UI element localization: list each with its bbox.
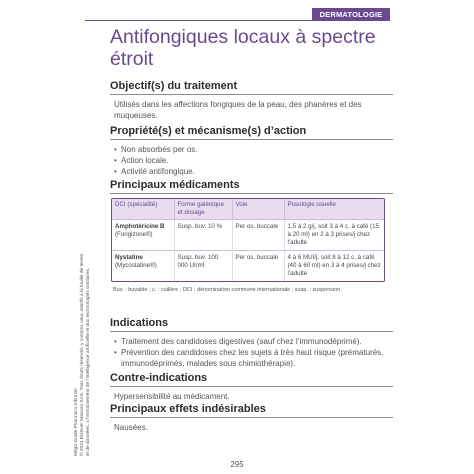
indications-list [110, 336, 393, 369]
cell-voie: Per os, buccale [232, 251, 284, 282]
section-indications [110, 317, 393, 369]
cell-dci [112, 220, 174, 251]
section-objectif [110, 80, 393, 121]
drug-name: Nystatine [115, 254, 143, 261]
table-row [112, 220, 384, 251]
column-header-dci: DCI (spécialité) [112, 199, 174, 220]
section-heading-contre-indications: Contre-indications [110, 372, 393, 387]
copyright-line: et de données, à l’entraînement de l’intelligence artificielle et aux technologies similaires. [86, 267, 91, 456]
drug-name: Amphotéricine B [115, 223, 165, 230]
contre-indications-text: Hypersensibilité au médicament. [114, 392, 230, 401]
cell-dci [112, 251, 174, 282]
drug-table [112, 199, 384, 281]
effets-text: Nausées. [114, 423, 148, 432]
page-title: Antifongiques locaux à spectre étroit [110, 26, 376, 70]
objectif-text: Utilisés dans les affections fongiques de la peau, des phanères et des muqueuses. [114, 100, 362, 120]
section-propriete [110, 125, 393, 177]
list-item: • Action locale. [114, 155, 393, 166]
drug-table-frame [111, 198, 385, 282]
column-header-posologie: Posologie usuelle [284, 199, 384, 220]
section-heading-medicaments: Principaux médicaments [110, 179, 393, 194]
list-item: • Traitement des candidoses digestives (sauf chez l’immunodéprimé). [114, 336, 393, 347]
section-tab-dermatologie: DERMATOLOGIE [312, 8, 390, 20]
column-header-forme: Forme galénique et dosage [174, 199, 232, 220]
section-heading-objectif: Objectif(s) du traitement [110, 80, 393, 95]
copyright-line: © 2024 Elsevier Masson SAS. Tous droits réservés, y compris ceux relatifs à la fouille de textes [80, 253, 85, 456]
abbreviations-note: Buv. : buvable ; c. : cuillère ; DCI : dénomination commune internationale ; susp. : suspension. [113, 287, 342, 293]
drug-brand: (Mycostatine®) [115, 262, 157, 269]
cell-forme: Susp. buv. 10 % [174, 220, 232, 251]
column-header-voie: Voie [232, 199, 284, 220]
list-item: • Prévention des candidoses chez les sujets à très haut risque (prématurés, immunodéprimés, malades sous chimiothérapie). [114, 347, 393, 369]
cell-forme: Susp. buv. 100 000 UI/ml [174, 251, 232, 282]
table-header-row [112, 199, 384, 220]
section-heading-effets: Principaux effets indésirables [110, 403, 393, 418]
list-item: • Non absorbés per os. [114, 144, 393, 155]
copyright-notice [74, 186, 92, 456]
propriete-list [110, 144, 393, 177]
section-effets [110, 403, 393, 433]
section-heading-propriete: Propriété(s) et mécanisme(s) d’action [110, 125, 393, 140]
drug-brand: (Fungizone®) [115, 231, 153, 238]
table-row [112, 251, 384, 282]
book-title: Mégα Guide Pharmaco Infirmier [74, 387, 79, 456]
cell-posologie: 1,5 à 2 g/j, soit 3 à 4 c. à café (15 à 20 ml) en 2 à 3 prises/j chez l’adulte [284, 220, 384, 251]
cell-posologie: 4 à 6 MUI/j, soit 8 à 12 c. à café (40 à 60 ml) en 3 à 4 prises/j chez l’adulte [284, 251, 384, 282]
page-number: 295 [230, 460, 244, 469]
cell-voie: Per os, buccale [232, 220, 284, 251]
section-heading-indications: Indications [110, 317, 393, 332]
header-rule [85, 20, 390, 21]
section-medicaments [110, 179, 393, 293]
list-item: • Activité antifongique. [114, 166, 393, 177]
section-contre-indications [110, 372, 393, 402]
